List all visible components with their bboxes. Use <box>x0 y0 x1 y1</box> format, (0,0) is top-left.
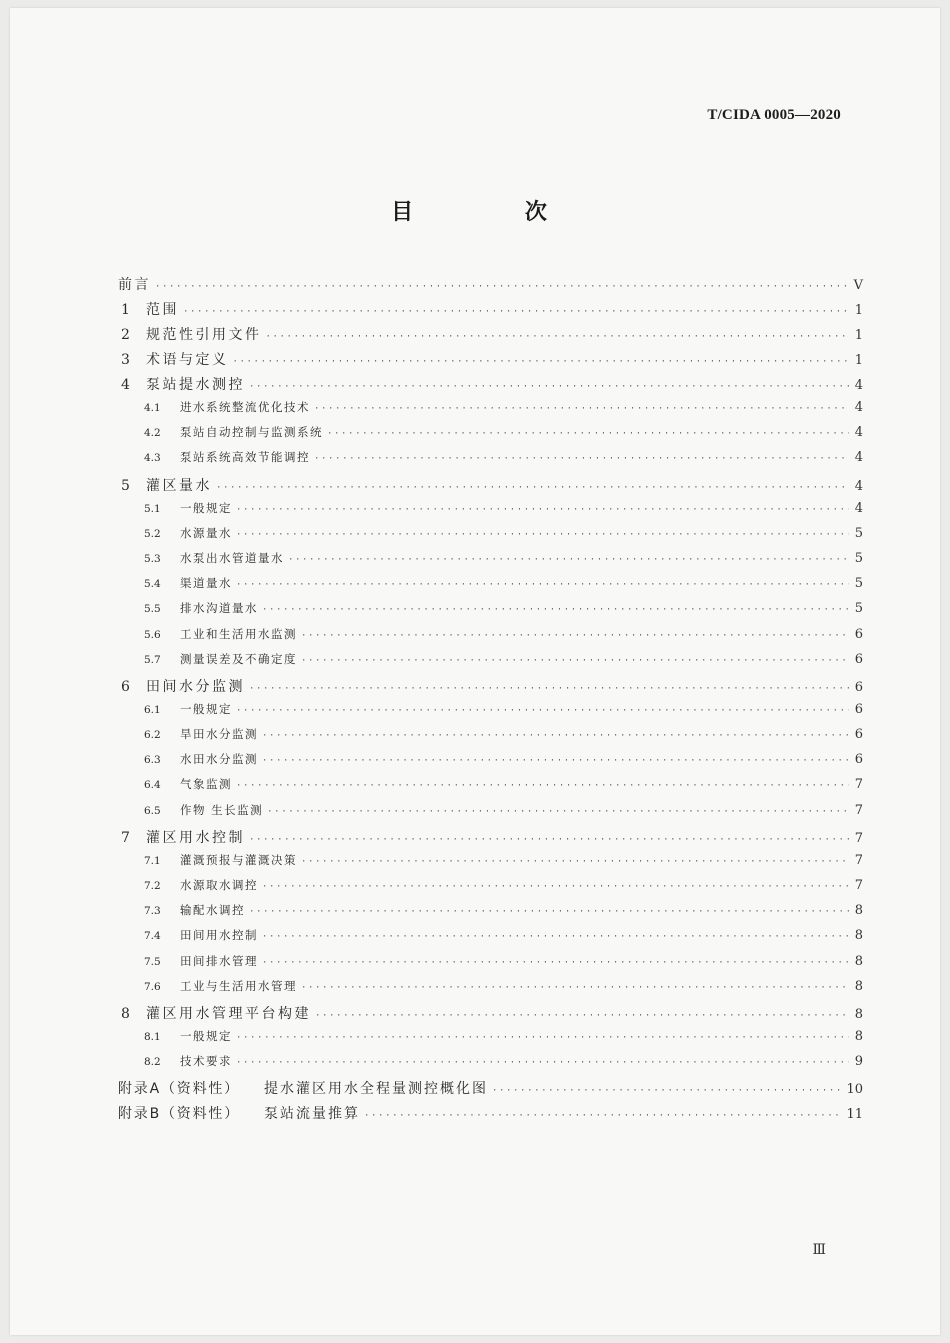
toc-entry-page: 4 <box>854 378 863 393</box>
toc-entry[interactable] <box>118 751 863 776</box>
toc-leader-dots <box>262 605 849 615</box>
toc-entry-number: 6.1 <box>144 703 161 716</box>
toc-entry-number: 5.6 <box>144 628 161 641</box>
toc-leader-dots <box>262 958 849 968</box>
toc-entry-appendix-label: 附录A（资料性） <box>118 1081 240 1098</box>
toc-entry-number: 6.4 <box>144 779 161 792</box>
toc-entry-page: 8 <box>854 1028 863 1044</box>
toc-entry-page: 4 <box>854 425 863 441</box>
toc-entry-number: 5.5 <box>144 603 161 616</box>
toc-entry-number: 7.6 <box>144 980 161 993</box>
toc-entry-text: 工业和生活用水监测 <box>180 626 297 641</box>
toc-entry[interactable] <box>118 449 863 474</box>
toc-entry-page: 6 <box>854 651 863 667</box>
toc-entry-number: 5 <box>121 477 130 494</box>
toc-entry-text: 气象监测 <box>180 777 232 792</box>
toc-entry-page: 5 <box>854 550 863 566</box>
toc-entry-text: 渠道量水 <box>180 576 232 591</box>
toc-entry-number: 5.7 <box>144 653 161 666</box>
toc-leader-dots <box>301 631 849 641</box>
toc-entry-page: 9 <box>854 1054 863 1070</box>
toc-entry-text: 田间水分监测 <box>146 678 245 695</box>
toc-entry-text: 工业与生活用水管理 <box>180 978 297 993</box>
toc-entry-number: 5.2 <box>144 527 161 540</box>
toc-leader-dots <box>262 731 849 741</box>
toc-entry-page: 8 <box>854 928 863 944</box>
toc-entry[interactable] <box>118 600 863 625</box>
toc-entry[interactable] <box>118 978 863 1003</box>
toc-entry-text: 泵站流量推算 <box>264 1106 361 1123</box>
toc-entry-number: 6.5 <box>144 804 161 817</box>
toc-leader-dots <box>327 429 849 439</box>
toc-entry-page: 1 <box>854 328 863 343</box>
toc-entry-text: 水泵出水管道量水 <box>180 550 284 565</box>
toc-entry[interactable] <box>118 927 863 952</box>
toc-entry[interactable] <box>118 324 863 349</box>
toc-entry-number: 8.2 <box>144 1056 161 1069</box>
toc-entry-page: V <box>853 278 863 293</box>
toc-entry-text: 输配水调控 <box>180 903 245 918</box>
toc-leader-dots <box>236 530 849 540</box>
toc-entry-number: 2 <box>121 327 130 343</box>
toc-entry-text: 提水灌区用水全程量测控概化图 <box>263 1081 488 1098</box>
toc-entry[interactable] <box>118 374 863 399</box>
toc-entry-page: 10 <box>846 1082 863 1098</box>
toc-leader-dots <box>288 555 849 565</box>
toc-entry-number: 5.3 <box>144 552 161 565</box>
toc-entry-number: 5.1 <box>144 502 161 515</box>
toc-leader-dots <box>314 404 849 414</box>
toc-entry-text: 泵站提水测控 <box>146 377 245 393</box>
toc-leader-dots <box>155 282 849 292</box>
toc-entry-page: 4 <box>854 478 863 494</box>
toc-entry-text: 术语与定义 <box>146 352 229 368</box>
toc-entry-text: 范围 <box>146 302 179 318</box>
toc-entry-page: 8 <box>854 953 863 969</box>
toc-entry-page: 4 <box>854 500 863 516</box>
toc-entry-page: 5 <box>854 601 863 617</box>
toc-entry[interactable] <box>118 475 863 500</box>
toc-leader-dots <box>266 332 850 342</box>
toc-entry-number: 6 <box>121 678 130 695</box>
toc-leader-dots <box>249 382 849 392</box>
toc-entry-number: 6.2 <box>144 729 161 742</box>
toc-entry-number: 6.3 <box>144 754 161 767</box>
toc-entry[interactable] <box>118 651 863 676</box>
toc-entry-page: 6 <box>854 626 863 642</box>
toc-entry[interactable] <box>118 575 863 600</box>
page-title: 目 次 <box>391 200 599 225</box>
toc-entry-appendix-label: 附录B（资料性） <box>118 1106 241 1123</box>
toc-leader-dots <box>267 807 849 817</box>
toc-entry-page: 4 <box>854 450 863 466</box>
toc-entry-number: 4.3 <box>144 452 161 465</box>
toc-entry[interactable] <box>118 802 863 827</box>
toc-entry-text: 一般规定 <box>180 1028 232 1043</box>
toc-leader-dots <box>236 706 849 716</box>
toc-entry[interactable] <box>118 877 863 902</box>
toc-entry[interactable] <box>118 274 863 299</box>
toc-entry-text: 泵站自动控制与监测系统 <box>180 425 323 440</box>
toc-entry-page: 7 <box>854 852 863 868</box>
toc-entry-number: 7.5 <box>144 955 161 968</box>
toc-entry-text: 前言 <box>118 277 151 293</box>
page-number: Ⅲ <box>812 1242 826 1258</box>
toc-leader-dots <box>216 483 849 493</box>
toc-entry[interactable] <box>118 1103 863 1128</box>
toc-entry[interactable] <box>118 676 863 701</box>
toc-leader-dots <box>236 781 849 791</box>
toc-entry-page: 5 <box>854 525 863 541</box>
toc-entry-text: 灌溉预报与灌溉决策 <box>180 852 297 867</box>
toc-entry-text: 一般规定 <box>180 500 232 515</box>
table-of-contents <box>118 274 863 1128</box>
toc-entry[interactable] <box>118 902 863 927</box>
toc-entry-page: 11 <box>846 1107 863 1123</box>
toc-entry-page: 7 <box>854 777 863 793</box>
toc-leader-dots <box>301 983 849 993</box>
toc-entry-page: 1 <box>854 303 863 318</box>
toc-entry[interactable] <box>118 1053 863 1078</box>
toc-entry-text: 水源取水调控 <box>180 878 258 892</box>
toc-leader-dots <box>492 1086 842 1096</box>
toc-leader-dots <box>233 357 850 367</box>
toc-entry-text: 灌区量水 <box>146 477 212 494</box>
toc-leader-dots <box>262 756 849 766</box>
toc-entry-number: 7 <box>121 829 130 846</box>
toc-entry[interactable] <box>118 1028 863 1053</box>
toc-leader-dots <box>364 1111 842 1121</box>
toc-entry[interactable] <box>118 626 863 651</box>
toc-entry-page: 5 <box>854 576 863 592</box>
toc-entry-number: 1 <box>121 302 130 318</box>
toc-leader-dots <box>249 907 849 917</box>
toc-entry[interactable] <box>118 827 863 852</box>
toc-entry[interactable] <box>118 726 863 751</box>
toc-entry[interactable] <box>118 299 863 324</box>
toc-entry-number: 5.4 <box>144 578 161 591</box>
toc-leader-dots <box>236 505 849 515</box>
toc-leader-dots <box>236 1033 849 1043</box>
toc-entry-page: 7 <box>854 878 863 893</box>
toc-leader-dots <box>301 857 849 867</box>
toc-entry-text: 测量误差及不确定度 <box>180 651 297 666</box>
toc-entry[interactable] <box>118 701 863 726</box>
toc-entry-number: 8.1 <box>144 1030 161 1043</box>
toc-entry-number: 4.2 <box>144 427 161 440</box>
toc-entry-page: 7 <box>854 830 863 846</box>
toc-leader-dots <box>262 882 849 892</box>
toc-leader-dots <box>183 307 849 317</box>
toc-entry[interactable] <box>118 852 863 877</box>
toc-leader-dots <box>262 932 849 942</box>
toc-entry-number: 3 <box>121 352 130 368</box>
toc-entry-number: 4.1 <box>144 402 161 414</box>
toc-entry[interactable] <box>118 953 863 978</box>
toc-leader-dots <box>314 454 849 464</box>
toc-entry-page: 8 <box>854 903 863 919</box>
toc-entry-text: 排水沟道量水 <box>180 601 258 616</box>
toc-entry-number: 7.3 <box>144 905 161 918</box>
toc-entry-text: 进水系统整流优化技术 <box>180 400 310 414</box>
toc-entry-number: 7.1 <box>144 854 161 867</box>
toc-entry-text: 水田水分监测 <box>180 752 258 767</box>
toc-leader-dots <box>236 580 849 590</box>
toc-entry-text: 灌区用水控制 <box>146 829 245 846</box>
toc-entry-page: 8 <box>854 978 863 994</box>
toc-leader-dots <box>301 656 849 666</box>
toc-entry-text: 田间排水管理 <box>180 953 258 968</box>
toc-entry[interactable] <box>118 1003 863 1028</box>
toc-entry[interactable] <box>118 424 863 449</box>
toc-entry-text: 规范性引用文件 <box>146 327 262 343</box>
toc-entry[interactable] <box>118 349 863 374</box>
toc-entry-page: 7 <box>854 802 863 818</box>
toc-entry-page: 6 <box>854 679 863 695</box>
toc-entry[interactable] <box>118 1078 863 1103</box>
toc-leader-dots <box>249 684 849 694</box>
toc-entry-page: 6 <box>854 701 863 717</box>
toc-leader-dots <box>315 1011 849 1021</box>
document-code: T/CIDA 0005—2020 <box>707 107 841 123</box>
toc-entry[interactable] <box>118 550 863 575</box>
toc-entry-page: 8 <box>854 1006 863 1022</box>
toc-entry-text: 旱田水分监测 <box>180 727 258 742</box>
toc-leader-dots <box>249 835 849 845</box>
toc-entry[interactable] <box>118 399 863 424</box>
toc-entry-text: 一般规定 <box>180 701 232 716</box>
toc-entry-page: 1 <box>854 353 863 368</box>
toc-entry-number: 8 <box>121 1005 130 1022</box>
toc-entry-text: 田间用水控制 <box>180 928 258 943</box>
toc-entry-text: 水源量水 <box>180 525 232 540</box>
toc-entry-number: 4 <box>121 377 130 393</box>
toc-entry-text: 技术要求 <box>180 1054 232 1069</box>
toc-entry-text: 泵站系统高效节能调控 <box>180 450 310 465</box>
toc-entry-text: 作物 生长监测 <box>180 802 264 817</box>
toc-entry-text: 灌区用水管理平台构建 <box>146 1005 311 1022</box>
toc-entry[interactable] <box>118 776 863 801</box>
toc-entry-number: 7.2 <box>144 880 161 892</box>
toc-leader-dots <box>236 1058 849 1068</box>
document-page <box>10 8 940 1335</box>
toc-entry[interactable] <box>118 525 863 550</box>
toc-entry[interactable] <box>118 500 863 525</box>
toc-entry-page: 6 <box>854 752 863 768</box>
toc-entry-page: 6 <box>854 727 863 743</box>
toc-entry-number: 7.4 <box>144 930 161 943</box>
toc-entry-page: 4 <box>854 400 863 415</box>
